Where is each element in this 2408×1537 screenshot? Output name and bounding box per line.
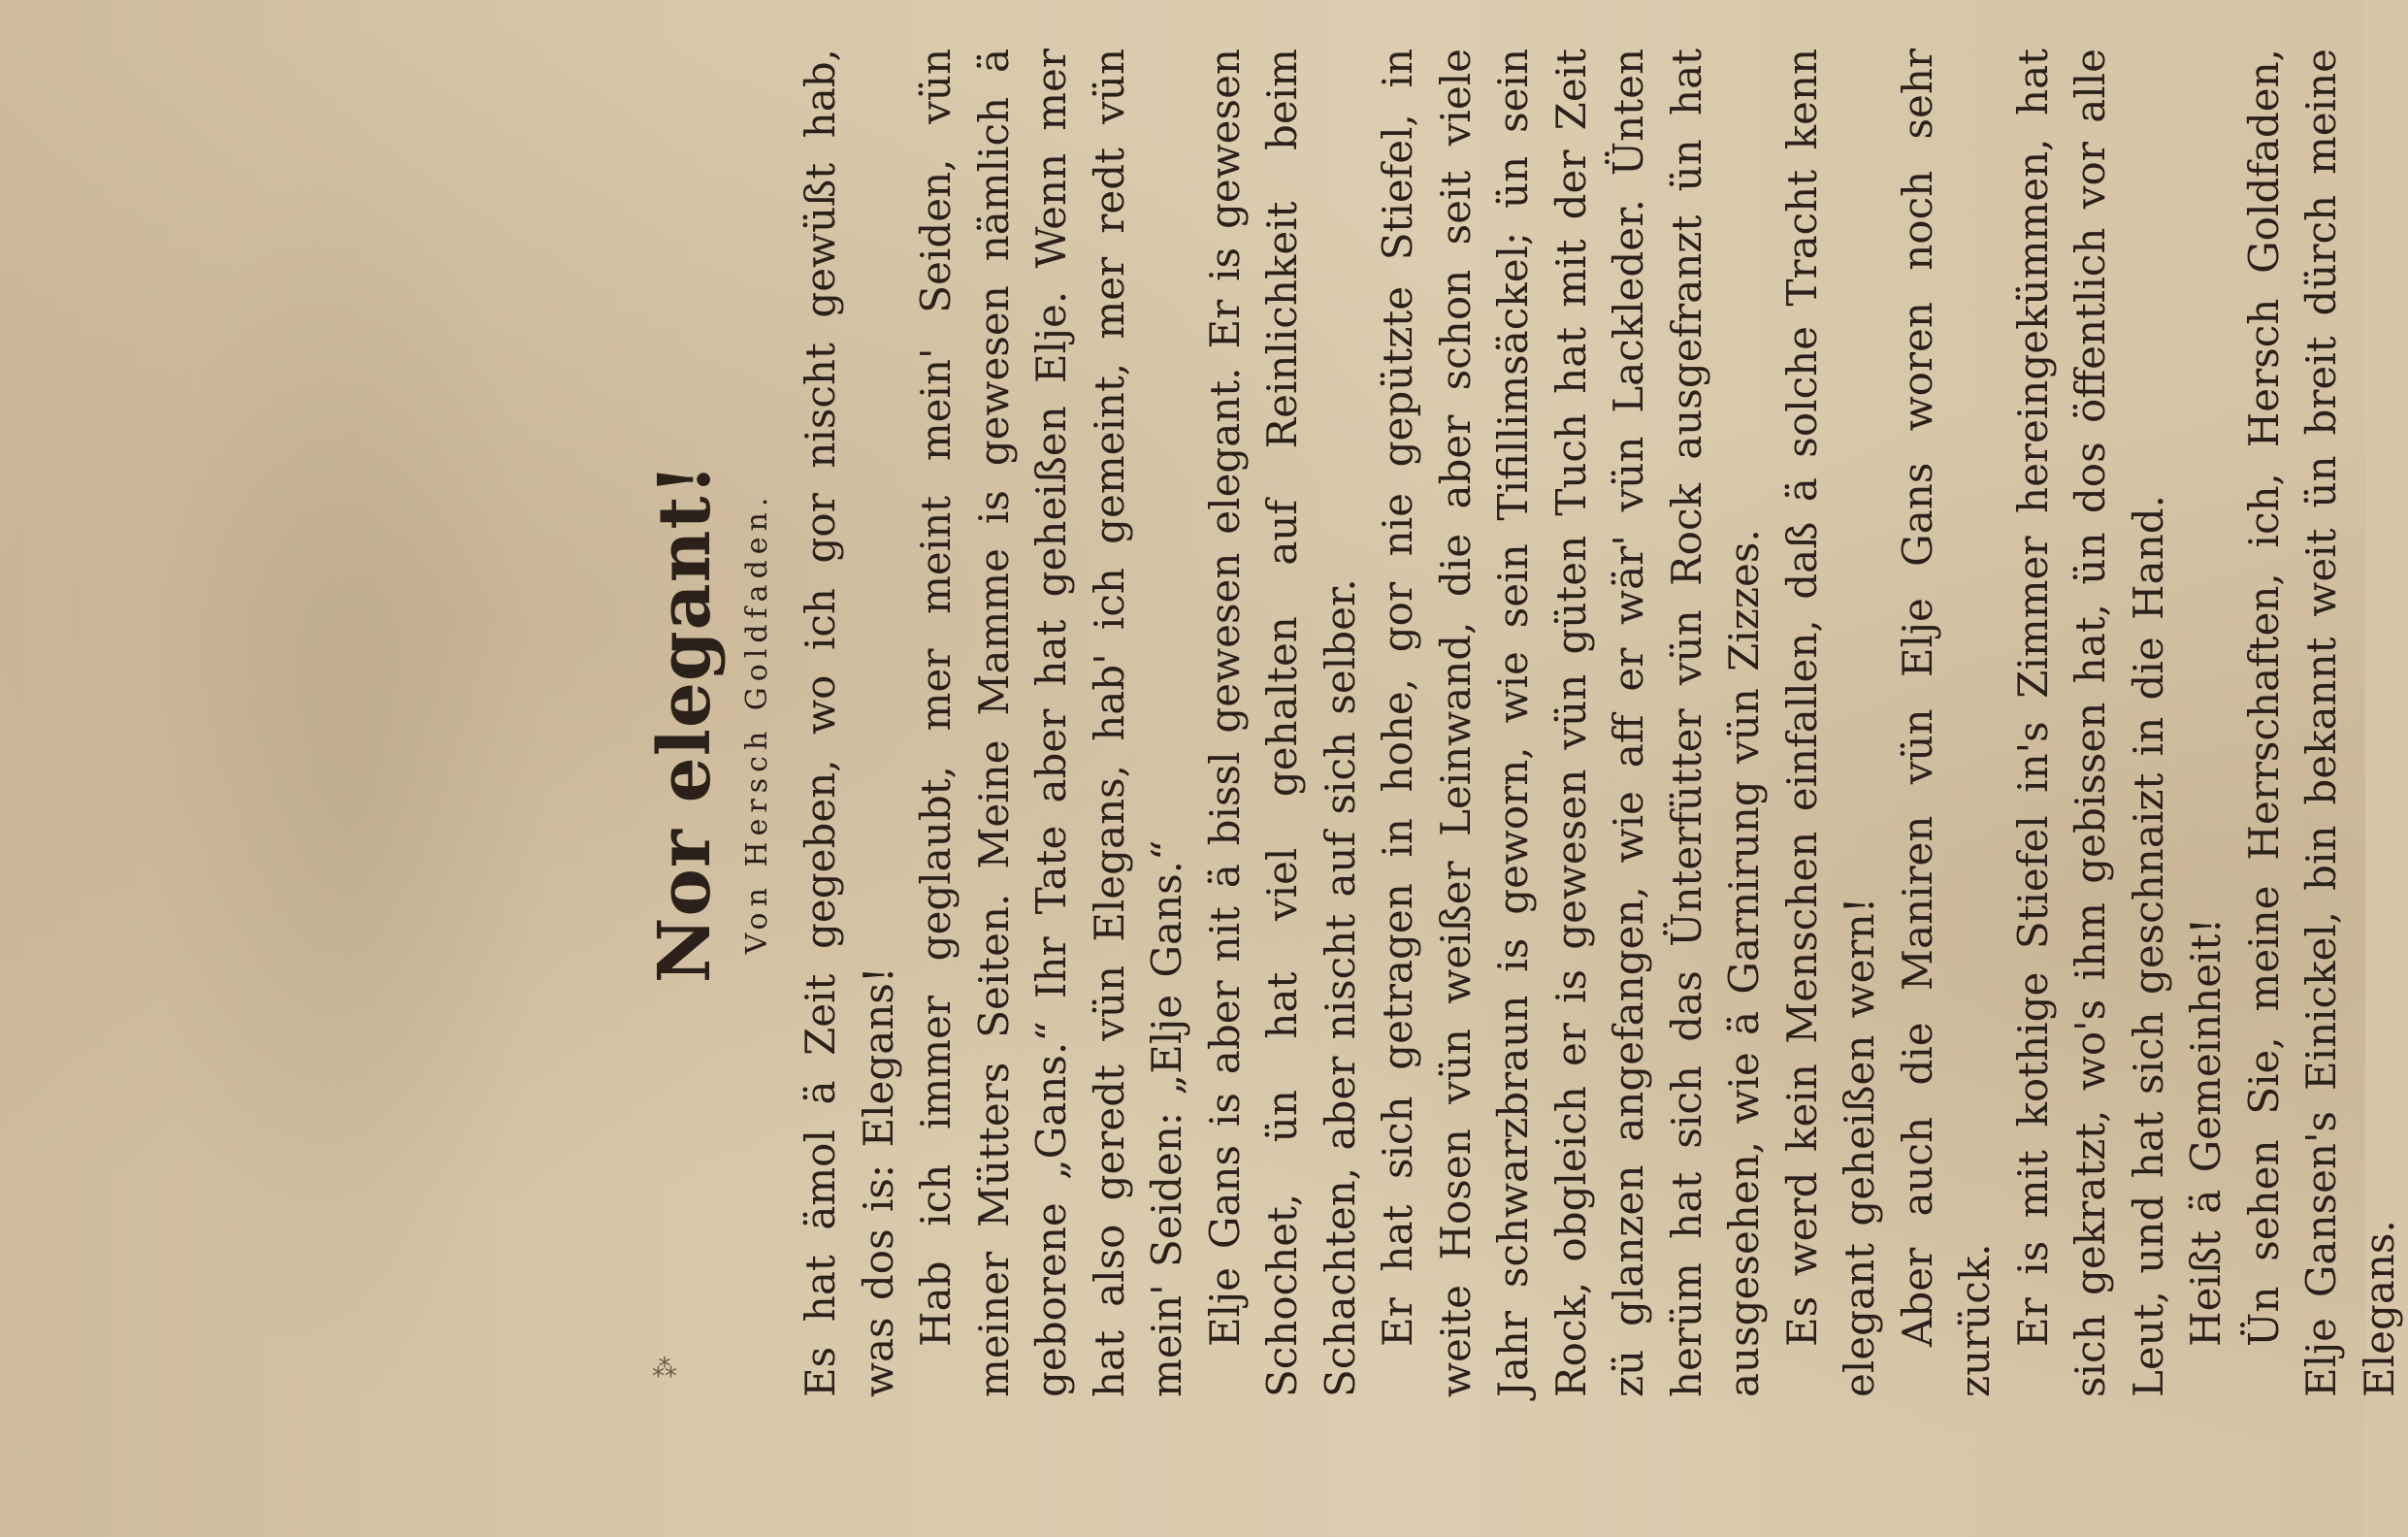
paragraph: Hab ich immer geglaubt, mer meint mein' Seiden, vün meiner Mütters Seiten. Meine Mamme is gewesen nämlich ä geborene „Gans.“ Ihr Tate aber hat geheißen Elje. Wenn mer hat also geredt vün Elegans, hab' ich gemeint, mer redt vün mein' Seiden: „Elje Gans.“	[912, 49, 1190, 1397]
show-through-shadow	[146, 146, 553, 1407]
paragraph: Aber auch die Maniren vün Elje Gans woren noch sehr zurück.	[1893, 49, 1999, 1397]
article-title: Nor elegant!	[643, 462, 727, 984]
paragraph: Heißt ä Gemeinheit!	[2182, 917, 2229, 1347]
paragraph: Ün sehen Sie, meine Herrschaften, ich, Hersch Goldfaden, Elje Gansen's Einickel, bin bekannt weit ün breit dürch meine Elegans.	[2239, 49, 2403, 1397]
article-byline: Von Hersch Goldfaden.	[740, 491, 774, 955]
article	[640, 49, 2403, 1397]
paragraph: Elje Gans is aber nit ä bissl gewesen elegant. Er is gewesen Schochet, ün hat viel gehalten auf Reinlichkeit beim Schachten, aber nischt auf sich selber.	[1200, 49, 1364, 1397]
paragraph: Er is mit kothige Stiefel in's Zimmer hereingekümmen, hat sich gekratzt, wo's ihm gebissen hat, ün dos öffentlich vor alle Leut, und hat sich geschnaizt in die Hand.	[2008, 49, 2172, 1397]
paragraph: Er hat sich getragen in hohe, gor nie gepützte Stiefel, in weite Hosen vün weißer Leinwand, die aber schon seit viele Jahr schwarzbraun is geworn, wie sein Tifillimsäckel; ün sein Rock, obgleich er is gewesen vün güten Tuch hat mit der Zeit zü glanzen angefangen, wie aff er wär' vün Lackleder. Ünten herüm hat sich das Ünterfütter vün Rock ausgefranzt ün hat ausgesehen, wie ä Garnirung vün Zizzes.	[1374, 49, 1768, 1397]
paragraph: Es werd kein Menschen einfallen, daß ä solche Tracht kenn elegant geheißen wern!	[1777, 49, 1883, 1397]
printer-ornament-icon: ⁂	[652, 1355, 677, 1384]
paragraph: Es hat ämol ä Zeit gegeben, wo ich gor nischt gewüßt hab, was dos is: Elegans!	[797, 49, 902, 1397]
